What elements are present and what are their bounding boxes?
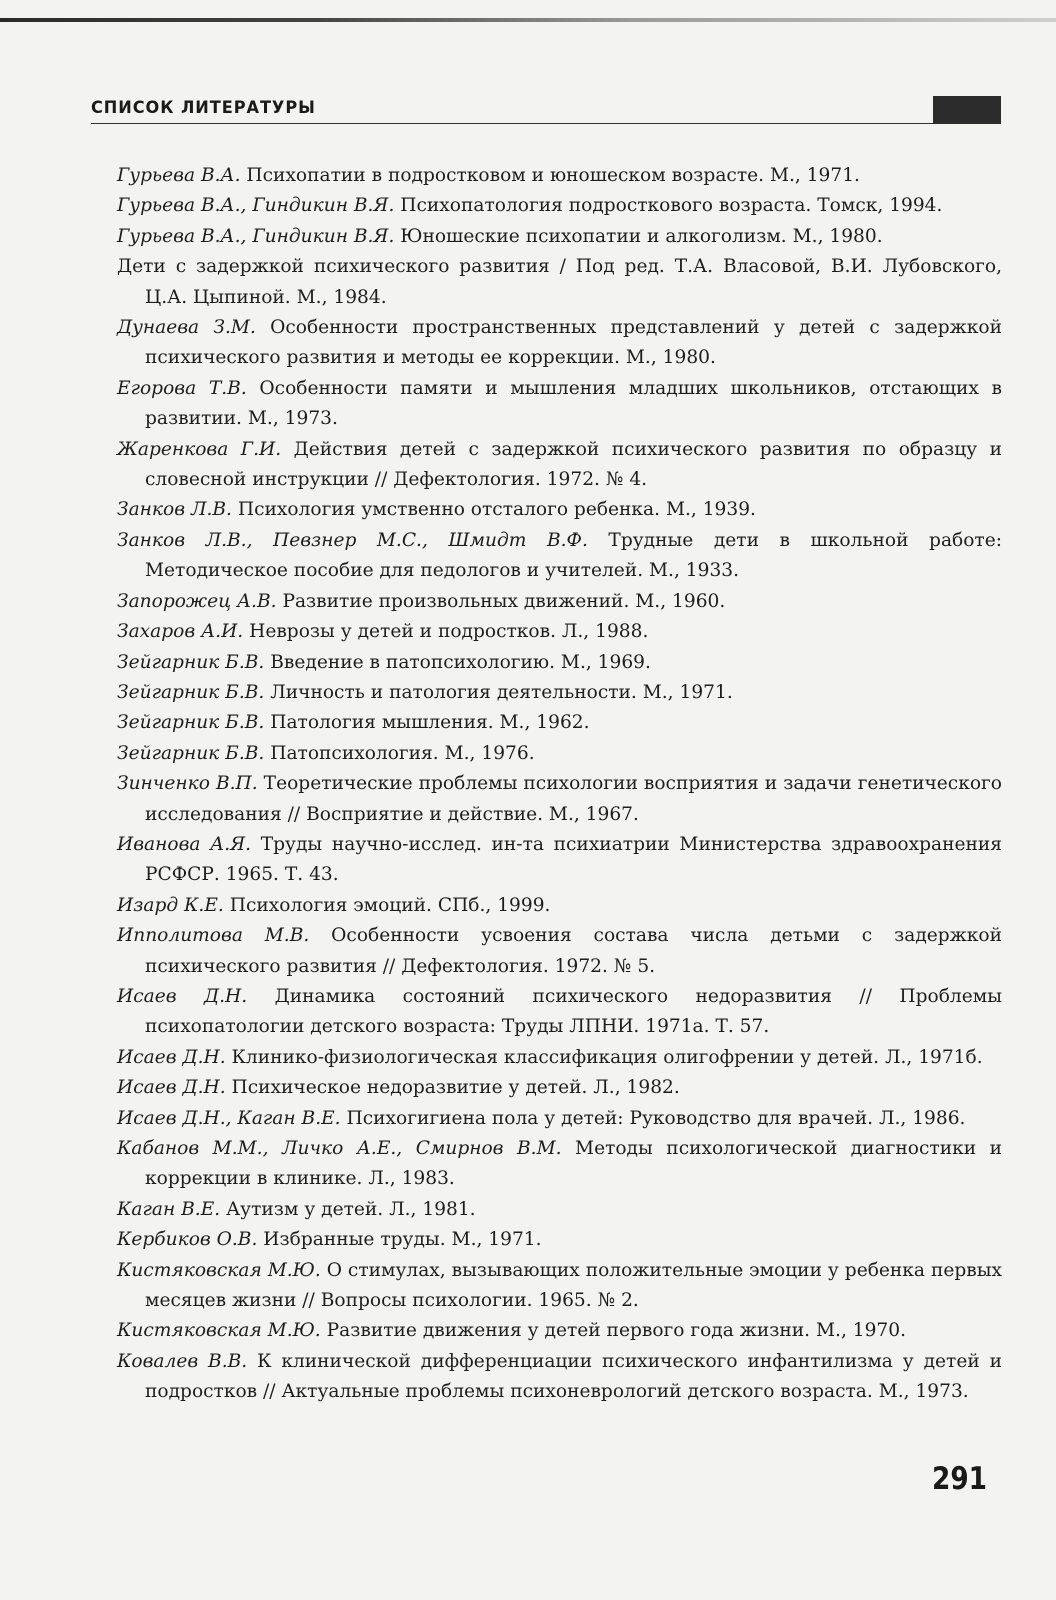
entry-author: Захаров А.И. xyxy=(117,621,244,643)
bibliography-entry xyxy=(117,1043,1002,1073)
entry-text: Неврозы у детей и подростков. Л., 1988. xyxy=(243,621,649,643)
entry-author: Егорова Т.В. xyxy=(117,377,247,399)
entry-text: Методы психологической диагностики и коррекции в клинике. Л., 1983. xyxy=(145,1138,1002,1190)
entry-author: Изард К.Е. xyxy=(117,894,224,916)
entry-text: Дети с задержкой психического развития / Под ред. Т.А. Власовой, В.И. Лубовского, Ц.А. Цыпиной. М., 1984. xyxy=(117,256,1002,308)
entry-author: Иванова А.Я. xyxy=(117,833,252,855)
entry-text: Динамика состояний психического недоразвития // Проблемы психопатологии детского возраста: Труды ЛПНИ. 1971а. Т. 57. xyxy=(145,985,1003,1038)
entry-author: Дунаева З.М. xyxy=(117,317,256,339)
entry-text: Развитие произвольных движений. М., 1960. xyxy=(276,590,726,612)
bibliography-entry xyxy=(117,1256,1002,1317)
entry-author: Кербиков О.В. xyxy=(117,1229,258,1251)
entry-author: Занков Л.В. xyxy=(117,499,232,521)
entry-author: Зейгарник Б.В. xyxy=(117,712,265,734)
entry-author: Занков Л.В., Певзнер М.С., Шмидт В.Ф. xyxy=(117,529,588,551)
bibliography-entry xyxy=(117,587,1002,617)
entry-author: Исаев Д.Н., Каган В.Е. xyxy=(117,1107,341,1129)
entry-author: Исаев Д.Н. xyxy=(117,1046,226,1068)
entry-text: Введение в патопсихологию. М., 1969. xyxy=(264,651,651,673)
entry-author: Гурьева В.А. xyxy=(117,165,241,186)
bibliography-entry xyxy=(117,1316,1002,1346)
bibliography-entry xyxy=(117,708,1002,738)
entry-author: Запорожец А.В. xyxy=(117,590,277,612)
entry-author: Каган В.Е. xyxy=(117,1198,221,1220)
bibliography-entry xyxy=(117,495,1002,525)
entry-text: Особенности пространственных представлений у детей с задержкой психического развития и методы ее коррекции. М., 1980. xyxy=(145,317,1002,369)
header-rule xyxy=(91,123,1001,124)
bibliography-entry xyxy=(117,982,1002,1043)
header-block xyxy=(933,96,1001,124)
top-rule xyxy=(0,18,1056,22)
entry-author: Кабанов М.М., Личко А.Е., Смирнов В.М. xyxy=(117,1138,562,1159)
bibliography-entry xyxy=(117,678,1002,708)
entry-text: Психопатология подросткового возраста. Томск, 1994. xyxy=(394,195,943,217)
bibliography-entry xyxy=(117,252,1002,313)
entry-author: Гурьева В.А., Гиндикин В.Я. xyxy=(117,195,395,217)
bibliography-entry xyxy=(117,1104,1002,1134)
entry-text: Развитие движения у детей первого года жизни. М., 1970. xyxy=(320,1320,906,1342)
entry-author: Зейгарник Б.В. xyxy=(117,742,265,764)
entry-author: Зинченко В.П. xyxy=(117,773,258,795)
entry-text: Избранные труды. М., 1971. xyxy=(257,1229,542,1251)
bibliography-entry xyxy=(117,648,1002,678)
entry-author: Кистяковская М.Ю. xyxy=(117,1259,321,1281)
entry-author: Исаев Д.Н. xyxy=(117,1077,226,1099)
bibliography-entry xyxy=(117,191,1002,221)
bibliography-entry xyxy=(117,435,1002,496)
entry-text: К клинической дифференциации психического инфантилизма у детей и подростков // Актуальные проблемы психоневрологий детского возраста. М., 1973. xyxy=(145,1350,1002,1403)
entry-author: Ковалев В.В. xyxy=(117,1350,248,1372)
bibliography-entry xyxy=(117,1347,1002,1408)
entry-text: Действия детей с задержкой психического развития по образцу и словесной инструкции // Дефектология. 1972. № 4. xyxy=(145,438,1002,491)
entry-text: Психология эмоций. СПб., 1999. xyxy=(223,894,551,916)
bibliography-entry xyxy=(117,739,1002,769)
bibliography-entry xyxy=(117,617,1002,647)
bibliography-entry xyxy=(117,1134,1002,1195)
entry-text: Психопатии в подростковом и юношеском возрасте. М., 1971. xyxy=(240,165,860,186)
entry-text: Патопсихология. М., 1976. xyxy=(264,742,535,764)
bibliography-entry xyxy=(117,1225,1002,1255)
bibliography-entry xyxy=(117,374,1002,435)
bibliography-entry xyxy=(117,891,1002,921)
entry-author: Зейгарник Б.В. xyxy=(117,651,265,673)
bibliography-entry xyxy=(117,1073,1002,1103)
bibliography-entry xyxy=(117,769,1002,830)
bibliography-list xyxy=(117,161,1002,1408)
entry-text: Аутизм у детей. Л., 1981. xyxy=(220,1198,476,1220)
entry-text: Психология умственно отсталого ребенка. М., 1939. xyxy=(231,499,756,521)
entry-text: Особенности памяти и мышления младших школьников, отстающих в развитии. М., 1973. xyxy=(145,377,1003,430)
bibliography-entry xyxy=(117,161,1002,191)
entry-author: Жаренкова Г.И. xyxy=(117,438,282,460)
entry-text: Труды научно-исслед. ин-та психиатрии Министерства здравоохранения РСФСР. 1965. Т. 43. xyxy=(145,833,1002,886)
entry-author: Зейгарник Б.В. xyxy=(117,681,265,703)
entry-text: Клинико-физиологическая классификация олигофрении у детей. Л., 1971б. xyxy=(225,1046,983,1068)
running-header xyxy=(91,96,1001,126)
bibliography-entry xyxy=(117,1195,1002,1225)
entry-text: Теоретические проблемы психологии восприятия и задачи генетического исследования // Восприятие и действие. М., 1967. xyxy=(145,773,1002,825)
bibliography-entry xyxy=(117,526,1002,587)
bibliography-entry xyxy=(117,222,1002,252)
entry-text: Юношеские психопатии и алкоголизм. М., 1980. xyxy=(394,225,883,247)
entry-text: Трудные дети в школьной работе: Методическое пособие для педологов и учителей. М., 1933. xyxy=(145,529,1002,582)
entry-author: Гурьева В.А., Гиндикин В.Я. xyxy=(117,225,395,247)
bibliography-entry xyxy=(117,921,1002,982)
header-title: СПИСОК ЛИТЕРАТУРЫ xyxy=(91,98,316,118)
bibliography-entry xyxy=(117,830,1002,891)
entry-author: Ипполитова М.В. xyxy=(117,925,310,947)
entry-text: Психическое недоразвитие у детей. Л., 1982. xyxy=(225,1077,680,1099)
entry-text: Психогигиена пола у детей: Руководство для врачей. Л., 1986. xyxy=(340,1107,966,1129)
entry-author: Кистяковская М.Ю. xyxy=(117,1320,321,1342)
entry-text: Личность и патология деятельности. М., 1971. xyxy=(264,681,733,703)
entry-text: О стимулах, вызывающих положительные эмоции у ребенка первых месяцев жизни // Вопросы психологии. 1965. № 2. xyxy=(145,1259,1003,1312)
entry-text: Особенности усвоения состава числа детьми с задержкой психического развития // Дефектология. 1972. № 5. xyxy=(145,925,1002,977)
entry-text: Патология мышления. М., 1962. xyxy=(264,712,590,734)
page-number: 291 xyxy=(932,1461,988,1497)
bibliography-entry xyxy=(117,313,1002,374)
entry-author: Исаев Д.Н. xyxy=(117,985,248,1007)
